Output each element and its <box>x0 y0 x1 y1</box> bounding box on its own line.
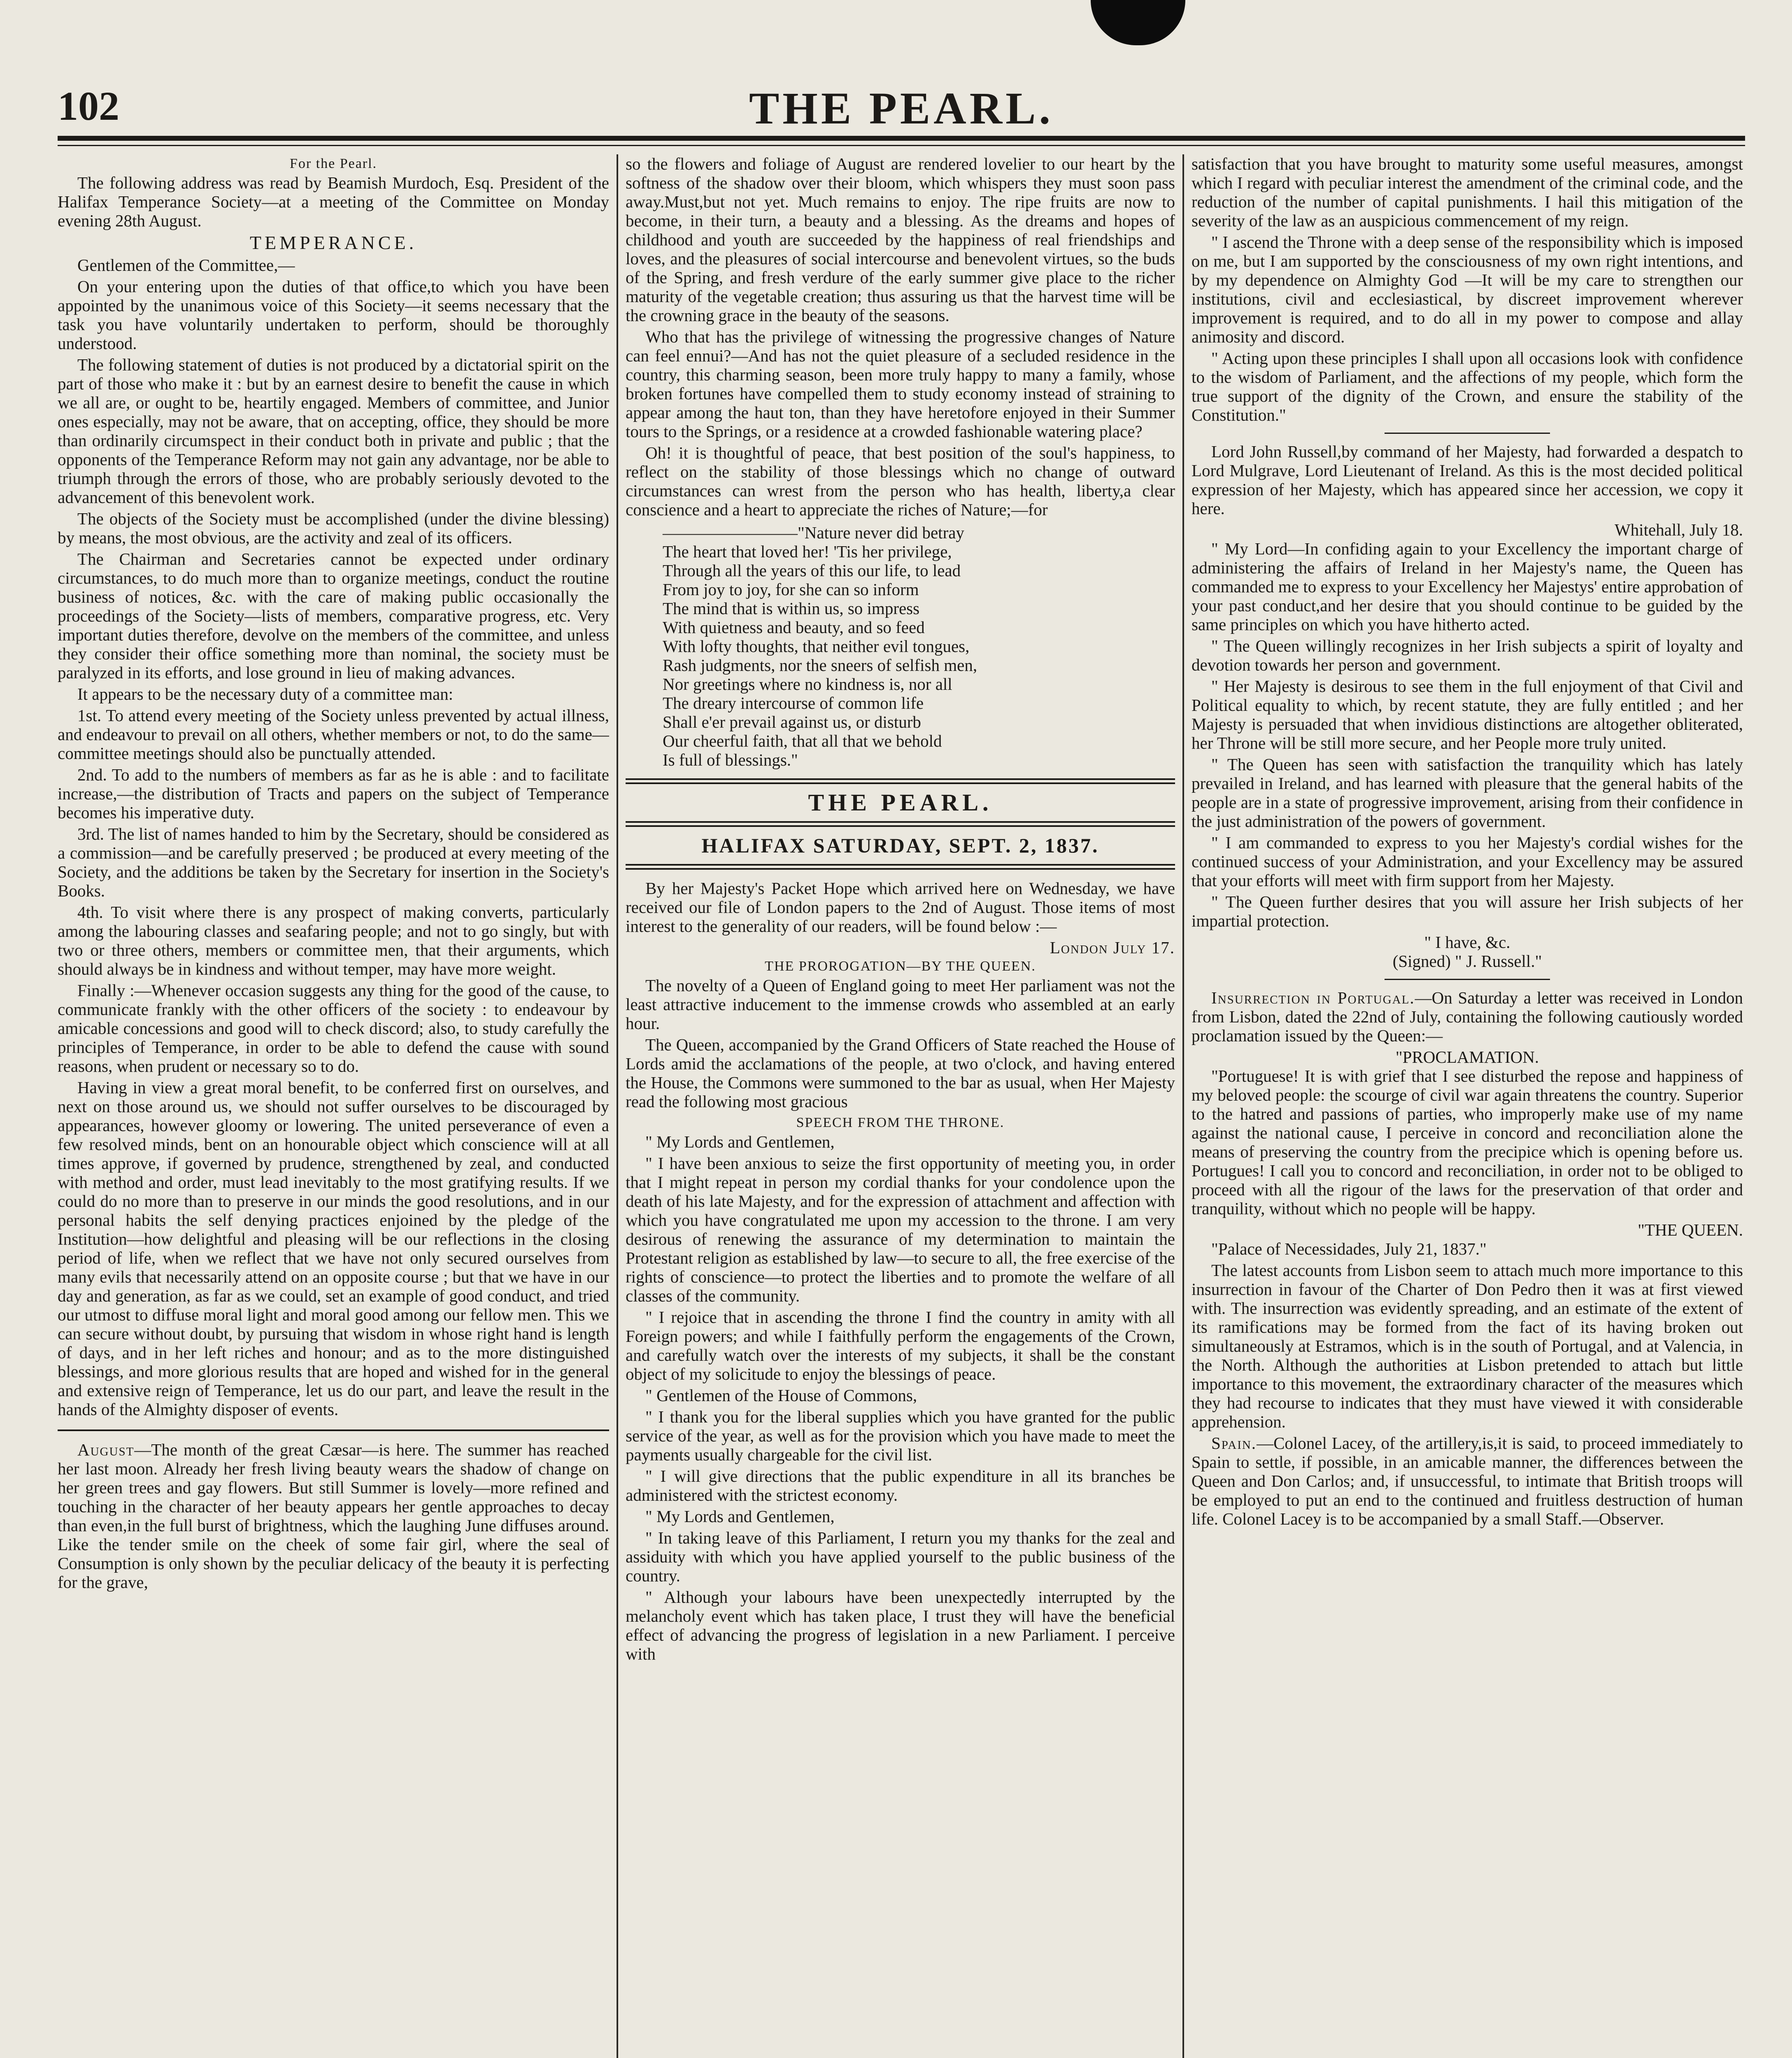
paragraph: The following statement of duties is not produced by a dictatorial spirit on the part of those who make it : but by an earnest desire to benefit the cause in which we all are, or ought to be, heartily engaged. Members of committee, and Junior ones especially, may not be aware, that on accepting, office, they should be more than ordinarily circumspect in their conduct both in private and public ; that the opponents of the Temperance Reform may not gain any advantage, nor be able to triumph through the errors of those, who are probably seriously devoted to the advancement of this benevolent work. <box>58 355 609 507</box>
poem-line: Is full of blessings." <box>663 750 798 769</box>
speech-paragraph: " In taking leave of this Parliament, I return you my thanks for the zeal and assiduity with which you have applied yourself to the public business of the country. <box>626 1528 1175 1585</box>
dateline: HALIFAX SATURDAY, SEPT. 2, 1837. <box>701 834 1099 857</box>
poem-line: From joy to joy, for she can so inform <box>663 580 919 599</box>
poem-line: With lofty thoughts, that neither evil tongues, <box>663 637 970 656</box>
paragraph: "Portuguese! It is with grief that I see disturbed the repose and happiness of my beloved people: the scourge of civil war again threatens the country. Superior to the hatred and passions of parties, who improperly make use of my name against the national cause, I perceive in concord and reconciliation alone the means of preserving the country from the precipice which is opening before us. Portugues! I call you to concord and reconciliation, in order not to be obliged to proceed with all the rigour of the laws for the preservation of that order and tranquility, without which no people will be happy. <box>1192 1066 1743 1218</box>
article-heading-temperance: TEMPERANCE. <box>249 232 417 253</box>
section-rule <box>58 1429 609 1431</box>
paragraph: " The Queen has seen with satisfaction the tranquility which has lately prevailed in Ireland, and has learned with pleasure that the general habits of the people are in a state of progressive improvement, arising from their confidence in the just administration of the powers of government. <box>1192 755 1743 831</box>
paragraph: " I ascend the Throne with a deep sense of the responsibility which is imposed on me, but I am supported by the consciousness of my own right intentions, and by my dependence on Almighty God —It will be my care to strengthen our institutions, civil and ecclesiastical, by discreet improvement wherever improvement is required, and to do all in my power to compose and allay animosity and discord. <box>1192 233 1743 346</box>
paragraph: " My Lord—In confiding again to your Excellency the important charge of administering the affairs of Ireland in her Majesty's name, the Queen has commanded me to express to your Excellency her Majestys' entire approbation of your past conduct,and her desire that you should continue to be guided by the same principles on which you have hitherto acted. <box>1192 539 1743 634</box>
paragraph: The latest accounts from Lisbon seem to attach much more importance to this insurrection in favour of the Charter of Don Pedro then it was at first viewed with. The insurrection was evidently spreading, and an estimate of the extent of its ramifications may be formed from the fact of its having broken out simultaneously at Estramos, which is in the south of Portugal, and at Valencia, in the North. Although the authorities at Lisbon pretended to attach but little importance to this movement, the extraordinary character of the measures which they had recourse to indicates that they must have viewed it with considerable apprehension. <box>1192 1261 1743 1431</box>
short-rule <box>1385 433 1550 434</box>
signature-line: (Signed) " J. Russell." <box>1392 952 1542 971</box>
proclamation-heading: "PROCLAMATION. <box>1395 1048 1539 1066</box>
paragraph: " Acting upon these principles I shall upon all occasions look with confidence to the wisdom of Parliament, and the affections of my people, which form the true support of the dignity of the Crown, and ensure the stability of the Constitution." <box>1192 349 1743 424</box>
paragraph: The novelty of a Queen of England going to meet Her parliament was not the least attractive inducement to the immense crowds who assembled at an early hour. <box>626 976 1175 1033</box>
column-3 <box>1192 154 1743 2058</box>
paragraph: The objects of the Society must be accomplished (under the divine blessing) by means, the most obvious, are the activity and zeal of its officers. <box>58 509 609 547</box>
august-text: —The month of the great Cæsar—is here. The summer has reached her last moon. Already her fresh living beauty wears the shadow of change on her green trees and gay flowers. But still Summer is lovely—more refined and touching in the character of her beauty appears her gentle approaches to decay than even,in the full burst of brightness, which the laughing June diffuses around. Like the tender smile on the cheek of some fair girl, where the seal of Consumption is only shown by the peculiar delicacy of the beauty it is perfecting for the grave, <box>58 1440 609 1592</box>
paragraph: Who that has the privilege of witnessing the progressive changes of Nature can feel ennui?—And has not the quiet pleasure of a secluded residence in the country, this charming season, been more truly happy to many a family, whose broken fortunes have compelled them to study economy instead of straining to appear among the haut ton, than they have heretofore enjoyed in their Summer tours to the Springs, or a residence at a crowded fashionable watering place? <box>626 327 1175 441</box>
masthead-double-rule <box>626 821 1175 827</box>
column-divider <box>1182 154 1184 2058</box>
spain-label: Spain. <box>1211 1434 1257 1453</box>
poem-line: The dreary intercourse of common life <box>663 694 924 712</box>
paragraph: On your entering upon the duties of that office,to which you have been appointed by the unanimous voice of this Society—it seems necessary that the task you have voluntarily undertaken to perform, should be thoroughly understood. <box>58 277 609 353</box>
prorogation-heading: THE PROROGATION—BY THE QUEEN. <box>765 959 1036 974</box>
column-divider <box>617 154 618 2058</box>
august-paragraph <box>58 1440 609 1592</box>
poem-line: Nor greetings where no kindness is, nor all <box>663 675 952 694</box>
august-label: August <box>77 1440 135 1459</box>
insurrection-label: Insurrection in Portugal. <box>1211 988 1415 1007</box>
paragraph: The Queen, accompanied by the Grand Officers of State reached the House of Lords amid the acclamations of the people, at two o'clock, and having entered the House, the Commons were summoned to the bar as usual, when Her Majesty read the following most gracious <box>626 1035 1175 1111</box>
speech-paragraph: " I rejoice that in ascending the throne I find the country in amity with all Foreign powers; and while I faithfully perform the engagements of the Crown, and carefully watch over the interests of my subjects, it shall be the constant object of my solicitude to enjoy the blessings of peace. <box>626 1308 1175 1383</box>
paragraph: 1st. To attend every meeting of the Society unless prevented by actual illness, and endeavour to prevail on all others, whether members or not, to do the same—committee meetings should also be punctually attended. <box>58 706 609 763</box>
for-the-pearl-line: For the Pearl. <box>289 156 377 171</box>
pearl-masthead: THE PEARL. <box>808 789 993 816</box>
paragraph: Lord John Russell,by command of her Majesty, had forwarded a despatch to Lord Mulgrave, Lord Lieutenant of Ireland. As this is the most decided political expression of her Majesty, which has appeared since her accession, we copy it here. <box>1192 442 1743 518</box>
queen-signature: "THE QUEEN. <box>1638 1220 1743 1239</box>
paragraph: 3rd. The list of names handed to him by the Secretary, should be considered as a commission—and be carefully preserved ; be produced at every meeting of the Society, and the additions be taken by the Secretary for insertion in the Society's Books. <box>58 824 609 900</box>
speech-paragraph: " Gentlemen of the House of Commons, <box>645 1386 917 1405</box>
paragraph: Finally :—Whenever occasion suggests any thing for the good of the cause, to communicate frankly with the other officers of the society : to endeavour by amicable concessions and good will to check discord; also, to study carefully the principles of Temperance, in order to be able to defend the cause with sound reasons, when prudent or necessary so to do. <box>58 981 609 1076</box>
london-dateline: London July 17. <box>1050 938 1175 957</box>
paragraph: By her Majesty's Packet Hope which arrived here on Wednesday, we have received our file of London papers to the 2nd of August. Those items of most interest to the generality of our readers, will be found below :— <box>626 879 1175 936</box>
whitehall-dateline: Whitehall, July 18. <box>1614 520 1743 539</box>
speech-paragraph: " Although your labours have been unexpectedly interrupted by the melancholy event which has taken place, I trust they will have the beneficial effect of advancing the progress of legislation in a new Parliament. I perceive with <box>626 1588 1175 1663</box>
speech-paragraph: " I will give directions that the public expenditure in all its branches be administered with the strictest economy. <box>626 1467 1175 1504</box>
poem-line: Our cheerful faith, that all that we behold <box>663 731 942 750</box>
poem-line: ————————"Nature never did betray <box>663 523 964 542</box>
insurrection-text: —On Saturday a letter was received in London from Lisbon, dated the 22nd of July, containing the following cautiously worded proclamation issued by the Queen:— <box>1192 988 1743 1045</box>
masthead-rule <box>58 136 1745 141</box>
paragraph: Having in view a great moral benefit, to be conferred first on ourselves, and next on those around us, we should not suffer ourselves to be discouraged by appearances, however gloomy or lowering. The united perseverance of even a few resolved minds, bent on an honourable object which conscience will at all times approve, if governed by prudence, strengthened by zeal, and conducted with method and order, must lead inevitably to the most gratifying results. If we could do no more than to preserve in our minds the good resolutions, and in our personal habits the self denying practices enjoined by the pledge of the Institution—how delightful and pleasing will be our reflections in the closing period of life, when we reflect that we have not only secured ourselves from many evils that necessarily attend on an opposite course ; but that we have in our day and generation, as far as we could, set an example of good conduct, and tried our utmost to diffuse moral light and moral good among our fellow men. This we can secure without doubt, by pursuing that wisdom in whose right hand is length of days, and in her left riches and honour; and as to the more distinguished blessings, and more glorious results that are hoped and wished for in the general and extensive reign of Temperance, let us do our part, and leave the result in the hands of the Almighty disposer of events. <box>58 1078 609 1419</box>
short-rule <box>1385 979 1550 980</box>
column-1 <box>58 154 609 2058</box>
paragraph: " I am commanded to express to you her Majesty's cordial wishes for the continued success of your Administration, and your Excellency may be assured that your efforts will meet with firm support from her Majesty. <box>1192 833 1743 890</box>
salutation: Gentlemen of the Committee,— <box>77 256 295 275</box>
poem-line: Rash judgments, nor the sneers of selfish men, <box>663 656 977 675</box>
poem-line: Shall e'er prevail against us, or disturb <box>663 712 921 731</box>
spain-text: —Colonel Lacey, of the artillery,is,it is said, to proceed immediately to Spain to settle, if possible, in an amicable manner, the differences between the Queen and Don Carlos; and, if unsuccessful, to intimate that British troops will be employed to put an end to the continued and fruitless destruction of human life. Colonel Lacey is to be accompanied by a small Staff.—Observer. <box>1192 1434 1743 1528</box>
paragraph: Oh! it is thoughtful of peace, that best position of the soul's happiness, to reflect on the stability of those blessings which no change of outward circumstances can wrest from the person who has health, liberty,a clear conscience and a heart to appreciate the riches of Nature;—for <box>626 443 1175 519</box>
speech-paragraph: " My Lords and Gentlemen, <box>645 1507 835 1526</box>
speech-paragraph: " I have been anxious to seize the first opportunity of meeting you, in order that I might repeat in person my cordial thanks for your condolence upon the death of his late Majesty, and for the expression of attachment and affection with which you have congratulated me upon my accession to the throne. I am very desirous of renewing the assurance of my determination to maintain the Protestant religion as established by law—to secure to all, the free exercise of the rights of conscience—to protect the liberties and to promote the welfare of all classes of the community. <box>626 1154 1175 1305</box>
poem-line: The mind that is within us, so impress <box>663 599 920 618</box>
speech-paragraph: " I thank you for the liberal supplies which you have granted for the public service of the year, as well as for the provision which you have made to meet the payments usually chargeable for the civil list. <box>626 1407 1175 1464</box>
paragraph: It appears to be the necessary duty of a committee man: <box>77 684 454 703</box>
masthead <box>58 82 1745 136</box>
masthead-rule-thin <box>58 145 1745 146</box>
closing-line: " I have, &c. <box>1424 933 1510 952</box>
speech-heading: SPEECH FROM THE THRONE. <box>796 1115 1005 1130</box>
speech-paragraph: " My Lords and Gentlemen, <box>645 1132 835 1151</box>
paragraph: satisfaction that you have brought to maturity some useful measures, amongst which I regard with peculiar interest the amendment of the criminal code, and the reduction of the number of capital punishments. I hail this mitigation of the severity of the law as an auspicious commencement of my reign. <box>1192 154 1743 230</box>
masthead-double-rule <box>626 778 1175 784</box>
article-intro: The following address was read by Beamish Murdoch, Esq. President of the Halifax Temperance Society—at a meeting of the Committee on Monday evening 28th August. <box>58 173 609 230</box>
poem-line: Through all the years of this our life, to lead <box>663 561 961 580</box>
column-2 <box>626 154 1175 2058</box>
paragraph: " The Queen willingly recognizes in her Irish subjects a spirit of loyalty and devotion towards her person and government. <box>1192 636 1743 674</box>
paragraph: so the flowers and foliage of August are rendered lovelier to our heart by the softness of the shadow over their bloom, which whispers they must soon pass away.Must,but not yet. Much remains to enjoy. The ripe fruits are now to become, in their turn, a beauty and a blessing. As the dreams and hopes of childhood and youth are succeeded by the happiness of real friendships and loves, and the pleasures of social intercourse and benevolent virtues, so the buds of the Spring, and fresh verdure of the early summer give place to the richer maturity of the vegetable creation; thus assuring us that the harvest time will be the crowning grace in the beauty of the seasons. <box>626 154 1175 325</box>
paragraph: 2nd. To add to the numbers of members as far as he is able : and to facilitate increase,—the distribution of Tracts and papers on the subject of Temperance becomes his imperative duty. <box>58 765 609 822</box>
paragraph: 4th. To visit where there is any prospect of making converts, particularly among the labouring classes and seafaring people; and not to go singly, but with two or three others, members or committee men, that their arguments, which should always be in kindness and without temper, may have more weight. <box>58 903 609 978</box>
paragraph: " The Queen further desires that you will assure her Irish subjects of her impartial protection. <box>1192 892 1743 930</box>
poem-line: With quietness and beauty, and so feed <box>663 618 925 637</box>
ink-blot <box>1091 0 1185 45</box>
paper-title: THE PEARL. <box>749 83 1054 133</box>
poem-line: The heart that loved her! 'Tis her privilege, <box>663 542 952 561</box>
spain-paragraph <box>1192 1434 1743 1528</box>
page-number: 102 <box>58 83 119 129</box>
paragraph: "Palace of Necessidades, July 21, 1837." <box>1211 1239 1487 1258</box>
dateline-rule <box>626 864 1175 870</box>
poem <box>663 523 1175 769</box>
paragraph: " Her Majesty is desirous to see them in the full enjoyment of that Civil and Political equality to which, by recent statute, they are fully entitled ; and her Majesty is persuaded that when invidious distinctions are altogether obliterated, her Throne will be still more secure, and her People more truly united. <box>1192 677 1743 752</box>
paragraph: The Chairman and Secretaries cannot be expected under ordinary circumstances, to do much more than to organize meetings, conduct the routine business of notices, &c. with the care of making public occasionally the proceedings of the Society—lists of members, comparative progress, etc. Very important duties therefore, devolve on the members of the committee, and unless they consider their office something more than nominal, the society must be paralyzed in its efforts, and lose ground in lieu of making advances. <box>58 549 609 682</box>
insurrection-paragraph <box>1192 988 1743 1045</box>
